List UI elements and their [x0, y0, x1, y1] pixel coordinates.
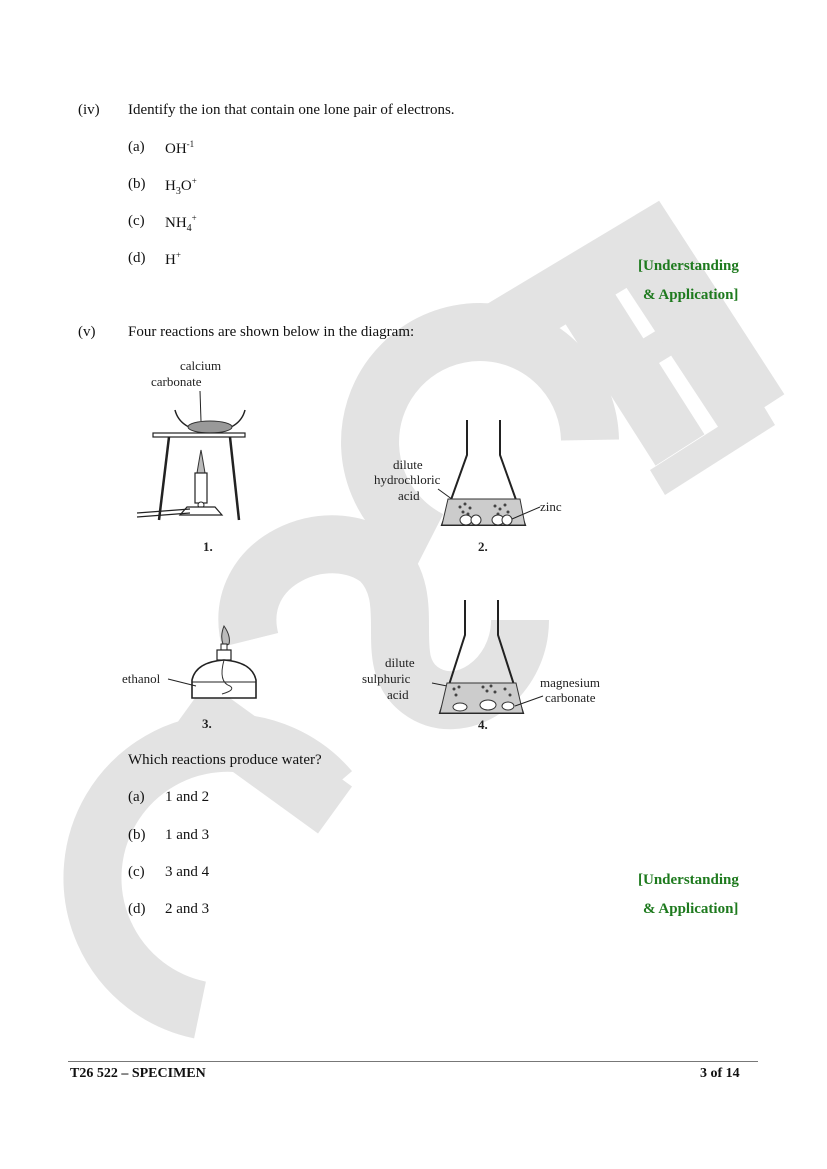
d4-number: 4. — [478, 717, 488, 732]
q5-option-c-label: (c) — [128, 864, 145, 880]
footer-paper-code: T26 522 – SPECIMEN — [70, 1066, 206, 1081]
footer-divider — [68, 1061, 758, 1062]
q5-option-c: 3 and 4 — [165, 864, 210, 880]
d1-label-line2: carbonate — [151, 374, 202, 389]
d4-label-line1: dilute — [385, 655, 415, 670]
q5-option-d-label: (d) — [128, 901, 146, 917]
q5-option-b-label: (b) — [128, 827, 146, 843]
q5-option-b: 1 and 3 — [165, 827, 210, 843]
d3-number: 3. — [202, 716, 212, 731]
diagram-4-magnesium-carbonate-sulphuric-acid — [355, 595, 615, 735]
q4-option-a-label: (a) — [128, 139, 145, 155]
question-iv-text: Identify the ion that contain one lone pair of electrons. — [128, 102, 455, 118]
q5-option-a-label: (a) — [128, 789, 145, 805]
question-v-prompt: Which reactions produce water? — [128, 752, 322, 768]
q4-tag-line1: [Understanding — [638, 258, 739, 274]
d2-label-line1: dilute — [393, 457, 423, 472]
d4-label-line3: acid — [387, 687, 409, 702]
diagram-2-zinc-hydrochloric-acid — [360, 415, 580, 565]
question-number-iv: (iv) — [78, 102, 100, 118]
q5-option-a: 1 and 2 — [165, 789, 210, 805]
d4-label-right2: carbonate — [545, 690, 596, 705]
q5-tag-line1: [Understanding — [638, 872, 739, 888]
q4-option-c: $NH_4^+$ — [165, 213, 197, 234]
footer-page-number: 3 of 14 — [700, 1066, 740, 1081]
q5-option-d: 2 and 3 — [165, 901, 210, 917]
d2-label-zinc: zinc — [540, 499, 562, 514]
q4-option-a: $OH^{-1}$ — [165, 139, 195, 157]
d3-label-ethanol: ethanol — [122, 671, 161, 686]
diagram-1-heating-calcium-carbonate — [135, 355, 285, 565]
d1-label-line1: calcium — [180, 358, 222, 373]
d2-label-line3: acid — [398, 488, 420, 503]
q4-option-d-label: (d) — [128, 250, 146, 266]
d4-label-right1: magnesium — [540, 675, 600, 690]
d2-label-line2: hydrochloric — [374, 472, 441, 487]
q4-tag-line2: & Application] — [643, 287, 739, 303]
diagram-3-ethanol-lamp — [118, 620, 278, 735]
q4-option-b-label: (b) — [128, 176, 146, 192]
d2-number: 2. — [478, 539, 488, 554]
d1-number: 1. — [203, 539, 213, 554]
question-v-text: Four reactions are shown below in the diagram: — [128, 324, 415, 340]
question-number-v: (v) — [78, 324, 96, 340]
q4-option-b: $H_3O^+$ — [165, 176, 197, 197]
d4-label-line2: sulphuric — [362, 671, 411, 686]
q4-option-d: H+ — [165, 250, 181, 268]
q4-option-c-label: (c) — [128, 213, 145, 229]
q5-tag-line2: & Application] — [643, 901, 739, 917]
